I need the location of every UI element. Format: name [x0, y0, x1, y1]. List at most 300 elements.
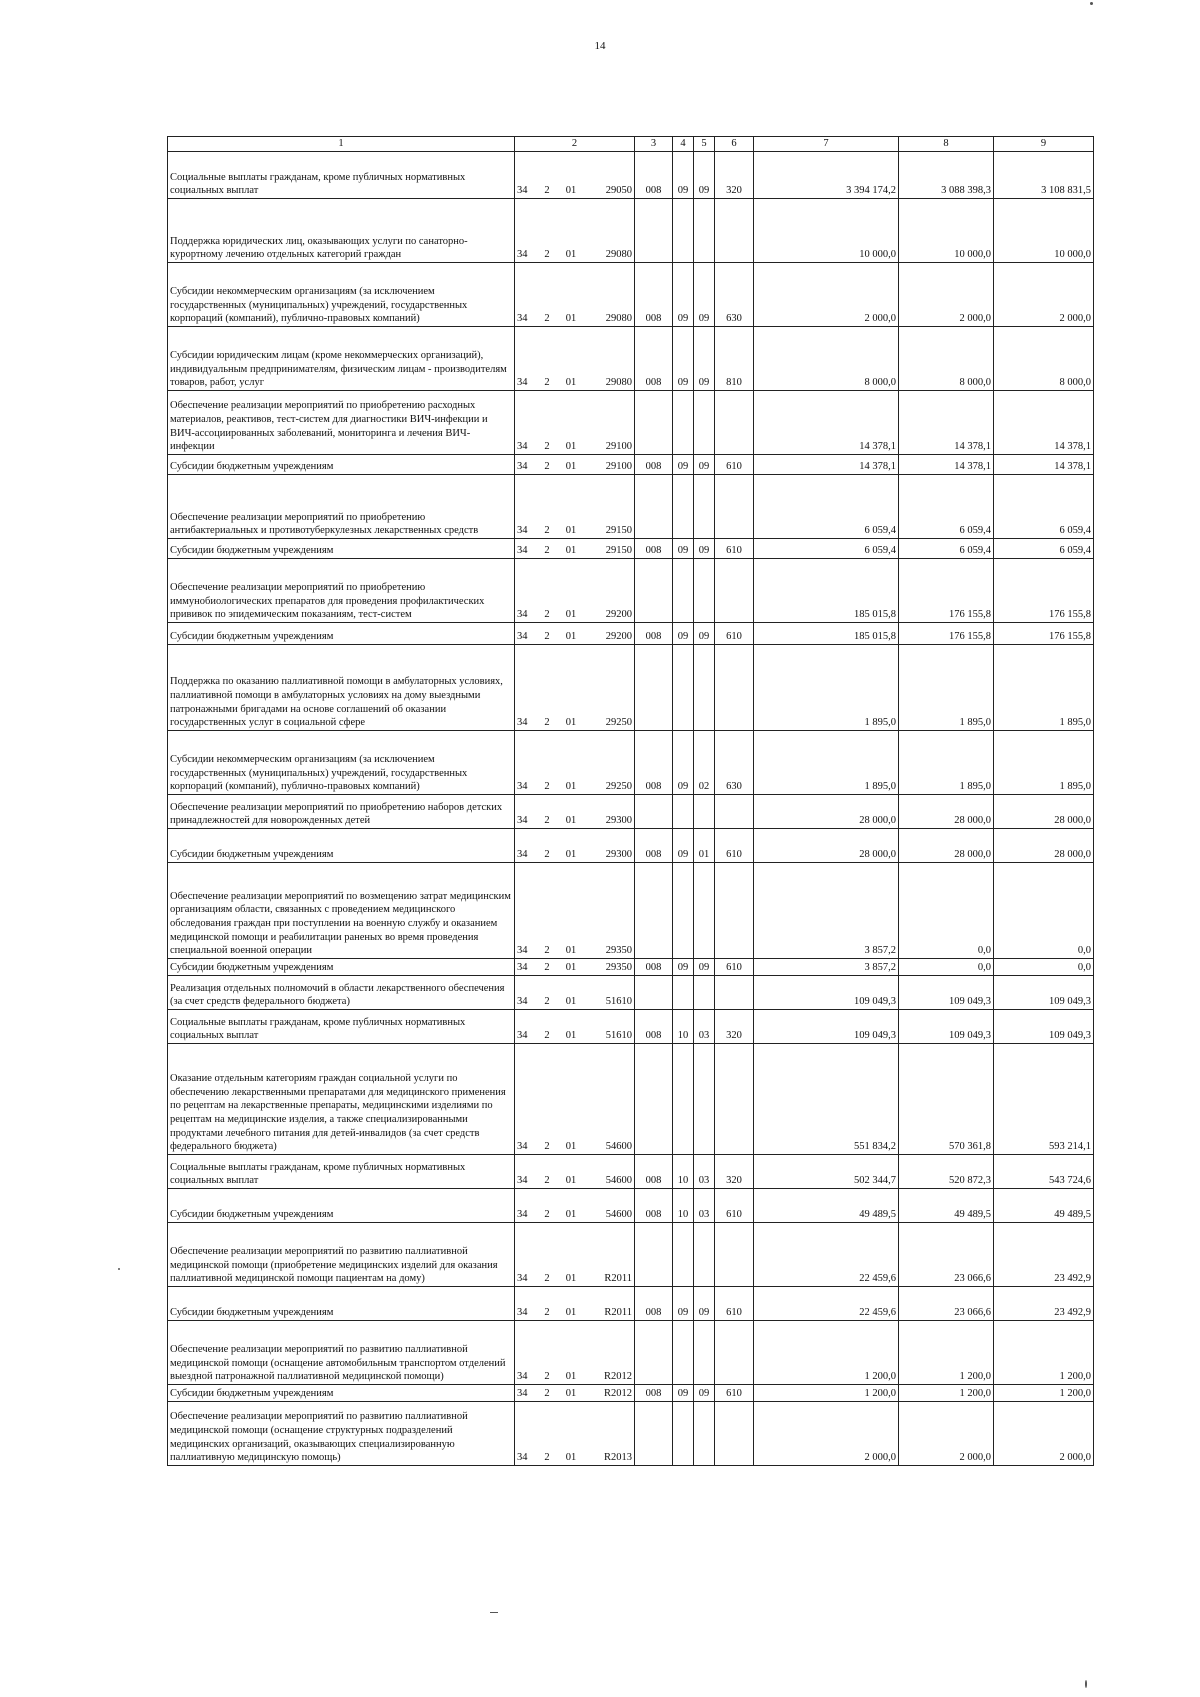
program-code: 34 [517, 1388, 528, 1400]
direction-code: R2011 [604, 1307, 632, 1319]
subsection-code: 09 [694, 959, 715, 976]
department-code [635, 1044, 673, 1155]
subprogram-code: 2 [544, 609, 550, 621]
amount-col-9: 49 489,5 [994, 1189, 1094, 1223]
item-name: Социальные выплаты гражданам, кроме публичных нормативных социальных выплат [168, 1155, 515, 1189]
department-code [635, 199, 673, 263]
expense-type-code [715, 645, 754, 731]
direction-code: 29200 [605, 631, 632, 643]
amount-col-9: 109 049,3 [994, 1010, 1094, 1044]
item-name: Субсидии бюджетным учреждениям [168, 1287, 515, 1321]
target-article-code [515, 976, 635, 1010]
expense-type-code: 610 [715, 1385, 754, 1402]
program-code: 34 [517, 1307, 528, 1319]
amount-col-8: 3 088 398,3 [899, 152, 994, 199]
target-article-code [515, 829, 635, 863]
header-cell: 3 [635, 137, 673, 152]
subsection-code: 09 [694, 623, 715, 645]
target-article-code [515, 1189, 635, 1223]
direction-code: R2011 [604, 1273, 632, 1285]
amount-col-7: 3 857,2 [754, 863, 899, 959]
subprogram-code: 2 [544, 1175, 550, 1187]
section-code: 09 [673, 327, 694, 391]
expense-type-code: 630 [715, 731, 754, 795]
item-name: Обеспечение реализации мероприятий по развитию паллиативной медицинской помощи (оснащение автомобильным транспортом отделений выездной патронажной паллиативной медицинской помощи) [168, 1321, 515, 1385]
section-code: 09 [673, 829, 694, 863]
table-row [168, 559, 1094, 623]
program-code: 34 [517, 1175, 528, 1187]
subsection-code [694, 645, 715, 731]
amount-col-7: 49 489,5 [754, 1189, 899, 1223]
section-code [673, 1402, 694, 1466]
department-code [635, 1321, 673, 1385]
target-article-code [515, 263, 635, 327]
subprogram-code: 2 [544, 249, 550, 261]
target-article-code [515, 559, 635, 623]
subprogram-code: 2 [544, 1030, 550, 1042]
section-code [673, 645, 694, 731]
expense-type-code [715, 199, 754, 263]
target-article-code [515, 152, 635, 199]
table-row [168, 327, 1094, 391]
item-name: Поддержка по оказанию паллиативной помощи в амбулаторных условиях, паллиативной помощи в амбулаторных условиях на дому выездными патронажными бригадами на основе соглашений об оказании государственных услуг в социальной сфере [168, 645, 515, 731]
direction-code: 29080 [605, 249, 632, 261]
amount-col-8: 49 489,5 [899, 1189, 994, 1223]
department-code [635, 1223, 673, 1287]
expense-type-code [715, 559, 754, 623]
subsection-code [694, 1044, 715, 1155]
target-article-code [515, 1010, 635, 1044]
direction-code: R2013 [603, 1452, 632, 1464]
target-article-code [515, 731, 635, 795]
amount-col-8: 570 361,8 [899, 1044, 994, 1155]
section-code [673, 1321, 694, 1385]
amount-col-9: 109 049,3 [994, 976, 1094, 1010]
amount-col-7: 3 857,2 [754, 959, 899, 976]
subsection-code [694, 976, 715, 1010]
table-row [168, 829, 1094, 863]
direction-code: 29350 [605, 945, 632, 957]
amount-col-7: 3 394 174,2 [754, 152, 899, 199]
section-code [673, 475, 694, 539]
amount-col-9: 28 000,0 [994, 829, 1094, 863]
department-code [635, 475, 673, 539]
event-code: 01 [565, 545, 577, 557]
item-name: Обеспечение реализации мероприятий по возмещению затрат медицинским организациям области, связанных с проведением медицинского обследования граждан при поступлении на военную службу и оказанием медицинской помощи и реабилитации раненых во время проведения специальной военной операции [168, 863, 515, 959]
target-article-code [515, 1287, 635, 1321]
subprogram-code: 2 [544, 945, 550, 957]
program-code: 34 [517, 525, 528, 537]
amount-col-7: 1 200,0 [754, 1321, 899, 1385]
subsection-code [694, 863, 715, 959]
target-article-code [515, 645, 635, 731]
department-code: 008 [635, 1385, 673, 1402]
header-cell: 2 [515, 137, 635, 152]
item-name: Субсидии некоммерческим организациям (за исключением государственных (муниципальных) учреждений, государственных корпораций (компаний), публично-правовых компаний) [168, 263, 515, 327]
item-name: Обеспечение реализации мероприятий по развитию паллиативной медицинской помощи (приобретение медицинских изделий для оказания паллиативной медицинской помощи пациентам на дому) [168, 1223, 515, 1287]
amount-col-7: 551 834,2 [754, 1044, 899, 1155]
amount-col-8: 10 000,0 [899, 199, 994, 263]
subprogram-code: 2 [544, 1273, 550, 1285]
target-article-code [515, 1385, 635, 1402]
subprogram-code: 2 [544, 461, 550, 473]
event-code: 01 [565, 996, 577, 1008]
item-name: Обеспечение реализации мероприятий по приобретению расходных материалов, реактивов, тест-систем для диагностики ВИЧ-инфекции и ВИЧ-ассоциированных заболеваний, мониторинга и лечения ВИЧ-инфекции [168, 391, 515, 455]
item-name: Оказание отдельным категориям граждан социальной услуги по обеспечению лекарственными препаратами для медицинского применения по рецептам на лекарственные препараты, медицинскими изделиями по рецептам на медицинские изделия, а также специализированными продуктами лечебного питания для детей-инвалидов (за счет средств федерального бюджета) [168, 1044, 515, 1155]
subsection-code [694, 475, 715, 539]
subsection-code: 02 [694, 731, 715, 795]
direction-code: 29300 [605, 815, 632, 827]
table-row [168, 976, 1094, 1010]
header-cell: 1 [168, 137, 515, 152]
department-code [635, 391, 673, 455]
subprogram-code: 2 [544, 525, 550, 537]
item-name: Субсидии бюджетным учреждениям [168, 623, 515, 645]
item-name: Субсидии бюджетным учреждениям [168, 1189, 515, 1223]
expense-type-code [715, 976, 754, 1010]
amount-col-7: 1 895,0 [754, 645, 899, 731]
subsection-code: 09 [694, 539, 715, 559]
event-code: 01 [565, 461, 577, 473]
section-code: 09 [673, 623, 694, 645]
subprogram-code: 2 [544, 545, 550, 557]
expense-type-code [715, 475, 754, 539]
amount-col-7: 6 059,4 [754, 475, 899, 539]
subsection-code: 03 [694, 1010, 715, 1044]
item-name: Социальные выплаты гражданам, кроме публичных нормативных социальных выплат [168, 152, 515, 199]
target-article-code [515, 623, 635, 645]
event-code: 01 [565, 1030, 577, 1042]
section-code [673, 559, 694, 623]
amount-col-8: 176 155,8 [899, 623, 994, 645]
subprogram-code: 2 [544, 996, 550, 1008]
subprogram-code: 2 [544, 631, 550, 643]
amount-col-7: 2 000,0 [754, 263, 899, 327]
section-code: 10 [673, 1189, 694, 1223]
amount-col-7: 28 000,0 [754, 829, 899, 863]
amount-col-7: 109 049,3 [754, 976, 899, 1010]
item-name: Субсидии бюджетным учреждениям [168, 829, 515, 863]
section-code: 09 [673, 1287, 694, 1321]
table-row [168, 1287, 1094, 1321]
scan-speck [490, 1612, 498, 1613]
department-code: 008 [635, 455, 673, 475]
subprogram-code: 2 [544, 1307, 550, 1319]
section-code [673, 976, 694, 1010]
target-article-code [515, 1321, 635, 1385]
subprogram-code: 2 [544, 1209, 550, 1221]
direction-code: 29080 [605, 313, 632, 325]
table-row [168, 731, 1094, 795]
expense-type-code: 320 [715, 152, 754, 199]
table-row [168, 263, 1094, 327]
subprogram-code: 2 [544, 185, 550, 197]
expense-type-code [715, 391, 754, 455]
expense-type-code: 610 [715, 539, 754, 559]
target-article-code [515, 455, 635, 475]
department-code: 008 [635, 327, 673, 391]
amount-col-7: 14 378,1 [754, 455, 899, 475]
department-code [635, 559, 673, 623]
amount-col-9: 0,0 [994, 863, 1094, 959]
department-code [635, 976, 673, 1010]
header-row [168, 137, 1094, 152]
program-code: 34 [517, 377, 528, 389]
header-cell: 8 [899, 137, 994, 152]
amount-col-8: 1 895,0 [899, 645, 994, 731]
subprogram-code: 2 [544, 1452, 550, 1464]
direction-code: 29250 [605, 781, 632, 793]
department-code: 008 [635, 959, 673, 976]
direction-code: 54600 [605, 1209, 632, 1221]
subsection-code: 09 [694, 1385, 715, 1402]
amount-col-7: 1 895,0 [754, 731, 899, 795]
direction-code: 29100 [605, 441, 632, 453]
target-article-code [515, 327, 635, 391]
table-row [168, 645, 1094, 731]
program-code: 34 [517, 1209, 528, 1221]
subsection-code: 03 [694, 1189, 715, 1223]
section-code: 10 [673, 1155, 694, 1189]
table-row [168, 1189, 1094, 1223]
section-code: 09 [673, 959, 694, 976]
amount-col-9: 14 378,1 [994, 391, 1094, 455]
subsection-code [694, 1402, 715, 1466]
amount-col-7: 185 015,8 [754, 623, 899, 645]
direction-code: 29050 [605, 185, 632, 197]
table-row [168, 152, 1094, 199]
subsection-code: 03 [694, 1155, 715, 1189]
subprogram-code: 2 [544, 441, 550, 453]
event-code: 01 [565, 1141, 577, 1153]
amount-col-9: 543 724,6 [994, 1155, 1094, 1189]
direction-code: 29250 [605, 717, 632, 729]
target-article-code [515, 1223, 635, 1287]
target-article-code [515, 475, 635, 539]
budget-table [167, 136, 1094, 1466]
amount-col-8: 0,0 [899, 863, 994, 959]
direction-code: 29100 [605, 461, 632, 473]
event-code: 01 [565, 609, 577, 621]
amount-col-9: 28 000,0 [994, 795, 1094, 829]
table-row [168, 959, 1094, 976]
amount-col-8: 2 000,0 [899, 263, 994, 327]
amount-col-7: 10 000,0 [754, 199, 899, 263]
amount-col-8: 28 000,0 [899, 829, 994, 863]
subprogram-code: 2 [544, 1388, 550, 1400]
item-name: Субсидии бюджетным учреждениям [168, 959, 515, 976]
item-name: Обеспечение реализации мероприятий по приобретению антибактериальных и противотуберкулезных лекарственных средств [168, 475, 515, 539]
program-code: 34 [517, 1452, 528, 1464]
amount-col-8: 1 895,0 [899, 731, 994, 795]
event-code: 01 [565, 249, 577, 261]
section-code: 09 [673, 263, 694, 327]
program-code: 34 [517, 1371, 528, 1383]
item-name: Реализация отдельных полномочий в области лекарственного обеспечения (за счет средств федерального бюджета) [168, 976, 515, 1010]
event-code: 01 [565, 945, 577, 957]
expense-type-code: 610 [715, 1189, 754, 1223]
department-code: 008 [635, 152, 673, 199]
table-row [168, 1223, 1094, 1287]
section-code: 09 [673, 539, 694, 559]
direction-code: 29200 [605, 609, 632, 621]
program-code: 34 [517, 441, 528, 453]
table-row [168, 1010, 1094, 1044]
program-code: 34 [517, 962, 528, 974]
amount-col-9: 176 155,8 [994, 623, 1094, 645]
amount-col-8: 14 378,1 [899, 455, 994, 475]
department-code: 008 [635, 1287, 673, 1321]
program-code: 34 [517, 945, 528, 957]
direction-code: 51610 [605, 1030, 632, 1042]
subsection-code: 01 [694, 829, 715, 863]
direction-code: 51610 [605, 996, 632, 1008]
section-code: 09 [673, 731, 694, 795]
amount-col-9: 6 059,4 [994, 475, 1094, 539]
amount-col-8: 109 049,3 [899, 1010, 994, 1044]
subsection-code [694, 795, 715, 829]
program-code: 34 [517, 631, 528, 643]
event-code: 01 [565, 1452, 577, 1464]
amount-col-9: 8 000,0 [994, 327, 1094, 391]
expense-type-code: 610 [715, 829, 754, 863]
amount-col-7: 8 000,0 [754, 327, 899, 391]
subprogram-code: 2 [544, 962, 550, 974]
table-row [168, 391, 1094, 455]
amount-col-9: 3 108 831,5 [994, 152, 1094, 199]
subsection-code: 09 [694, 263, 715, 327]
department-code: 008 [635, 1155, 673, 1189]
section-code [673, 199, 694, 263]
event-code: 01 [565, 185, 577, 197]
expense-type-code: 630 [715, 263, 754, 327]
event-code: 01 [565, 1209, 577, 1221]
department-code: 008 [635, 623, 673, 645]
program-code: 34 [517, 1030, 528, 1042]
department-code [635, 1402, 673, 1466]
amount-col-7: 109 049,3 [754, 1010, 899, 1044]
header-cell: 5 [694, 137, 715, 152]
item-name: Субсидии некоммерческим организациям (за исключением государственных (муниципальных) учреждений, государственных корпораций (компаний), публично-правовых компаний) [168, 731, 515, 795]
expense-type-code: 610 [715, 959, 754, 976]
subsection-code: 09 [694, 152, 715, 199]
amount-col-8: 2 000,0 [899, 1402, 994, 1466]
program-code: 34 [517, 185, 528, 197]
amount-col-9: 1 200,0 [994, 1321, 1094, 1385]
event-code: 01 [565, 1388, 577, 1400]
amount-col-7: 185 015,8 [754, 559, 899, 623]
table-row [168, 1155, 1094, 1189]
program-code: 34 [517, 313, 528, 325]
expense-type-code: 320 [715, 1010, 754, 1044]
direction-code: 29150 [605, 525, 632, 537]
program-code: 34 [517, 461, 528, 473]
expense-type-code: 610 [715, 455, 754, 475]
table-row [168, 623, 1094, 645]
amount-col-8: 1 200,0 [899, 1321, 994, 1385]
header-cell: 6 [715, 137, 754, 152]
amount-col-9: 176 155,8 [994, 559, 1094, 623]
scan-speck [1085, 1680, 1087, 1688]
section-code [673, 795, 694, 829]
item-name: Субсидии бюджетным учреждениям [168, 455, 515, 475]
item-name: Обеспечение реализации мероприятий по приобретению наборов детских принадлежностей для новорожденных детей [168, 795, 515, 829]
subprogram-code: 2 [544, 1141, 550, 1153]
target-article-code [515, 959, 635, 976]
subprogram-code: 2 [544, 849, 550, 861]
department-code: 008 [635, 539, 673, 559]
amount-col-8: 6 059,4 [899, 539, 994, 559]
target-article-code [515, 863, 635, 959]
table-row [168, 1044, 1094, 1155]
section-code [673, 863, 694, 959]
subprogram-code: 2 [544, 781, 550, 793]
item-name: Субсидии бюджетным учреждениям [168, 539, 515, 559]
expense-type-code [715, 1044, 754, 1155]
direction-code: 54600 [605, 1141, 632, 1153]
amount-col-7: 22 459,6 [754, 1287, 899, 1321]
table-row [168, 1385, 1094, 1402]
target-article-code [515, 795, 635, 829]
header-cell: 7 [754, 137, 899, 152]
table-row [168, 1402, 1094, 1466]
direction-code: R2012 [603, 1388, 632, 1400]
program-code: 34 [517, 545, 528, 557]
section-code [673, 1044, 694, 1155]
table-row [168, 455, 1094, 475]
expense-type-code: 610 [715, 623, 754, 645]
event-code: 01 [565, 1175, 577, 1187]
expense-type-code [715, 1402, 754, 1466]
program-code: 34 [517, 849, 528, 861]
amount-col-8: 176 155,8 [899, 559, 994, 623]
header-cell: 9 [994, 137, 1094, 152]
event-code: 01 [565, 849, 577, 861]
program-code: 34 [517, 609, 528, 621]
amount-col-9: 14 378,1 [994, 455, 1094, 475]
section-code [673, 391, 694, 455]
event-code: 01 [565, 441, 577, 453]
subsection-code [694, 1321, 715, 1385]
subprogram-code: 2 [544, 1371, 550, 1383]
target-article-code [515, 391, 635, 455]
amount-col-8: 520 872,3 [899, 1155, 994, 1189]
subsection-code [694, 559, 715, 623]
scan-speck [1090, 2, 1093, 5]
expense-type-code [715, 1321, 754, 1385]
table-row [168, 1321, 1094, 1385]
event-code: 01 [565, 525, 577, 537]
program-code: 34 [517, 249, 528, 261]
amount-col-8: 1 200,0 [899, 1385, 994, 1402]
amount-col-9: 10 000,0 [994, 199, 1094, 263]
direction-code: 29350 [605, 962, 632, 974]
subprogram-code: 2 [544, 815, 550, 827]
amount-col-7: 22 459,6 [754, 1223, 899, 1287]
header-cell: 4 [673, 137, 694, 152]
table-row [168, 475, 1094, 539]
amount-col-8: 23 066,6 [899, 1287, 994, 1321]
program-code: 34 [517, 1141, 528, 1153]
amount-col-9: 0,0 [994, 959, 1094, 976]
section-code [673, 1223, 694, 1287]
target-article-code [515, 1155, 635, 1189]
amount-col-8: 23 066,6 [899, 1223, 994, 1287]
amount-col-9: 23 492,9 [994, 1223, 1094, 1287]
amount-col-9: 2 000,0 [994, 263, 1094, 327]
amount-col-7: 6 059,4 [754, 539, 899, 559]
item-name: Социальные выплаты гражданам, кроме публичных нормативных социальных выплат [168, 1010, 515, 1044]
